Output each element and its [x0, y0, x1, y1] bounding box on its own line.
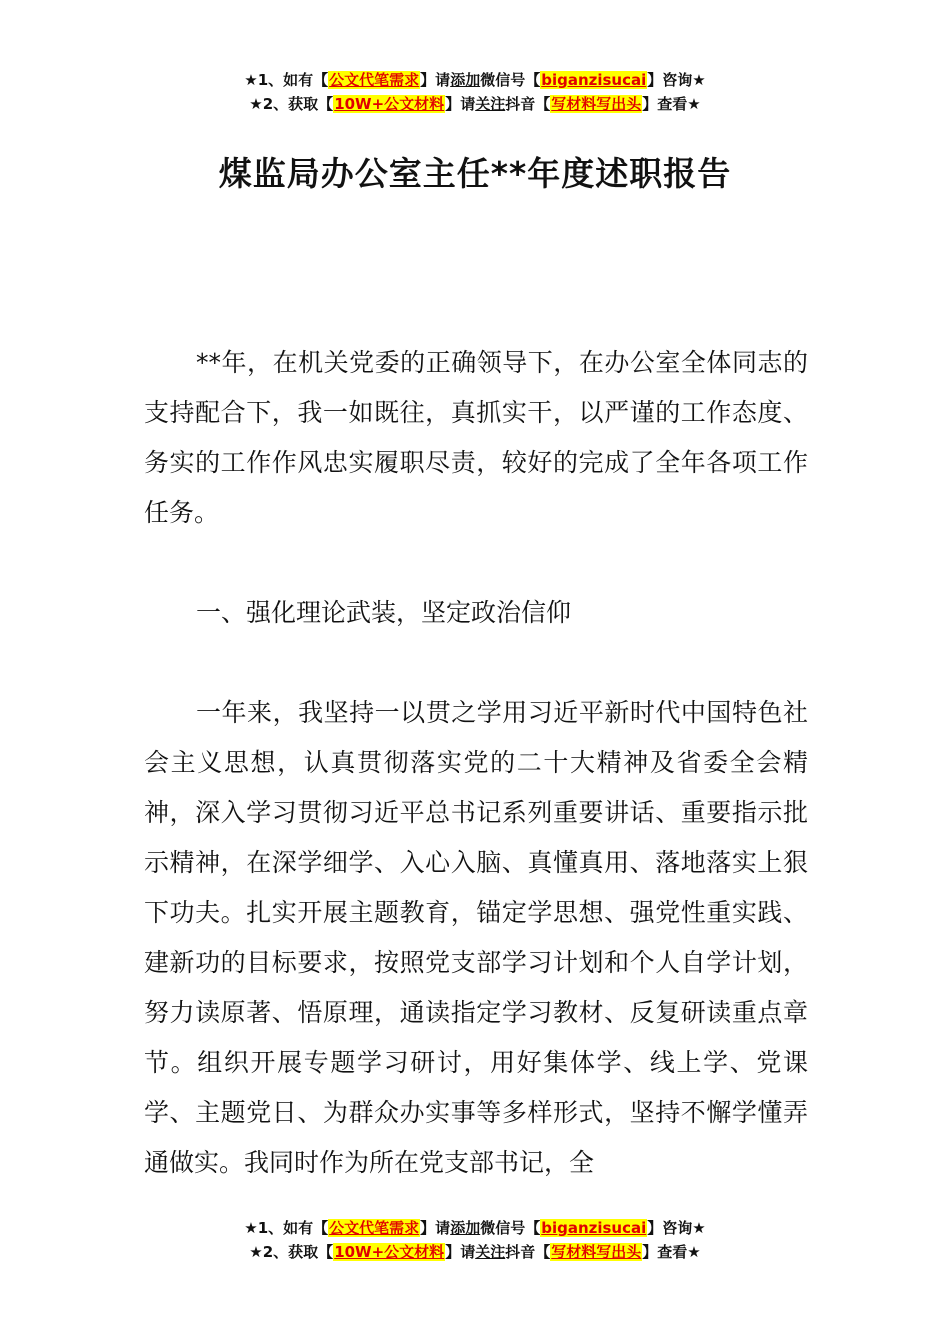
promo-line-2 [0, 92, 950, 116]
promo-text: 】查看★ [642, 95, 701, 113]
promo-text: ★1、如有【 [244, 71, 329, 89]
promo-text: 抖音【 [505, 1243, 551, 1261]
promo-text: 抖音【 [505, 95, 551, 113]
promo-text: 】查看★ [642, 1243, 701, 1261]
promo-underlined-text: 添加 [450, 1219, 481, 1237]
promo-line-2 [0, 1240, 950, 1264]
promo-highlight: 10W+公文材料 [334, 95, 445, 113]
promo-text: 】请 [420, 1219, 451, 1237]
paragraph-section-1: 一年来，我坚持一以贯之学用习近平新时代中国特色社会主义思想，认真贯彻落实党的二十大精神及省委全会精神，深入学习贯彻习近平总书记系列重要讲话、重要指示批示精神，在深学细学、入心入脑、真懂真用、落地落实上狠下功夫。扎实开展主题教育，锚定学思想、强党性重实践、建新功的目标要求，按照党支部学习计划和个人自学计划，努力读原著、悟原理，通读指定学习教材、反复研读重点章节。组织开展专题学习研讨，用好集体学、线上学、党课学、主题党日、为群众办实事等多样形式，坚持不懈学懂弄通做实。我同时作为所在党支部书记，全 [144, 698, 808, 1177]
promo-text: 】咨询★ [647, 1219, 706, 1237]
paragraph-intro: **年，在机关党委的正确领导下，在办公室全体同志的支持配合下，我一如既往，真抓实干，以严谨的工作态度、务实的工作作风忠实履职尽责，较好的完成了全年各项工作任务。 [144, 348, 808, 527]
promo-wechat-id: biganzisucai [541, 71, 647, 89]
footer-promo-banner [0, 1216, 950, 1264]
promo-highlight: 公文代笔需求 [329, 1219, 420, 1237]
header-promo-banner [0, 68, 950, 116]
promo-underlined-text: 关注 [475, 95, 506, 113]
promo-text: 微信号【 [480, 1219, 541, 1237]
promo-text: ★2、获取【 [249, 1243, 334, 1261]
section-heading-1: 一、强化理论武装，坚定政治信仰 [196, 598, 572, 627]
promo-text: 】请 [445, 95, 476, 113]
promo-douyin-id: 写材料写出头 [551, 95, 642, 113]
promo-wechat-id: biganzisucai [541, 1219, 647, 1237]
promo-highlight: 公文代笔需求 [329, 71, 420, 89]
promo-text: 】请 [445, 1243, 476, 1261]
promo-underlined-text: 添加 [450, 71, 481, 89]
document-title: 煤监局办公室主任**年度述职报告 [218, 154, 732, 193]
promo-line-1 [0, 68, 950, 92]
promo-text: ★2、获取【 [249, 95, 334, 113]
promo-highlight: 10W+公文材料 [334, 1243, 445, 1261]
promo-douyin-id: 写材料写出头 [551, 1243, 642, 1261]
promo-line-1 [0, 1216, 950, 1240]
promo-text: 微信号【 [480, 71, 541, 89]
promo-text: 】咨询★ [647, 71, 706, 89]
promo-underlined-text: 关注 [475, 1243, 506, 1261]
promo-text: ★1、如有【 [244, 1219, 329, 1237]
promo-text: 】请 [420, 71, 451, 89]
